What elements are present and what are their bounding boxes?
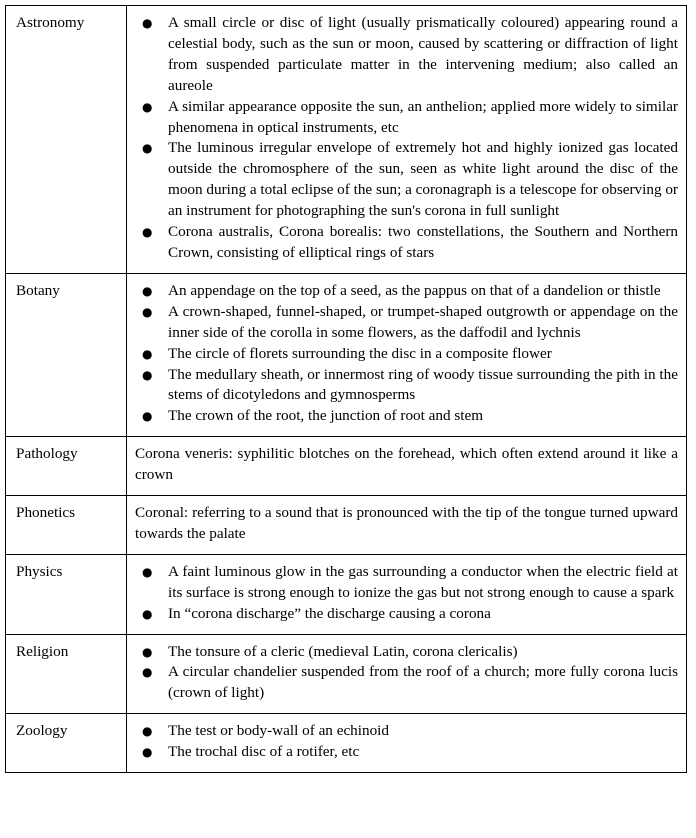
- field-label-phonetics: Phonetics: [6, 496, 127, 555]
- list-item: ● The circle of florets surrounding the disc in a composite flower: [135, 344, 678, 365]
- bullet-list: [135, 562, 678, 625]
- list-item: ● An appendage on the top of a seed, as the pappus on that of a dandelion or thistle: [135, 281, 678, 302]
- definitions-table: [5, 5, 687, 773]
- table-row: [6, 496, 687, 555]
- definition-cell: [127, 714, 687, 773]
- list-item: ● A crown-shaped, funnel-shaped, or trumpet-shaped outgrowth or appendage on the inner side of the corolla in some flowers, as the daffodil and lychnis: [135, 302, 678, 344]
- bullet-list: [135, 13, 678, 264]
- table-row: [6, 6, 687, 274]
- list-item: ● The test or body-wall of an echinoid: [135, 721, 678, 742]
- definition-cell: [127, 554, 687, 634]
- definition-cell: [127, 273, 687, 436]
- list-item: ● A faint luminous glow in the gas surrounding a conductor when the electric field at its surface is strong enough to ionize the gas but not strong enough to cause a spark: [135, 562, 678, 604]
- table-row: [6, 714, 687, 773]
- list-item: ● A similar appearance opposite the sun, an anthelion; applied more widely to similar phenomena in optical instruments, etc: [135, 97, 678, 139]
- field-label-religion: Religion: [6, 634, 127, 714]
- bullet-list: [135, 281, 678, 427]
- definition-cell: [127, 6, 687, 274]
- list-item: ● The medullary sheath, or innermost ring of woody tissue surrounding the pith in the stems of dicotyledons and gymnosperms: [135, 365, 678, 407]
- table-row: [6, 634, 687, 714]
- list-item: ● The crown of the root, the junction of root and stem: [135, 406, 678, 427]
- list-item: ● The luminous irregular envelope of extremely hot and highly ionized gas located outside the chromosphere of the sun, seen as white light around the disc of the moon during a total eclipse of the sun; a coronagraph is a telescope for observing or an instrument for photographing the sun's corona in full sunlight: [135, 138, 678, 222]
- definition-cell: [127, 634, 687, 714]
- list-item: ● The trochal disc of a rotifer, etc: [135, 742, 678, 763]
- table-row: [6, 437, 687, 496]
- field-label-pathology: Pathology: [6, 437, 127, 496]
- list-item: ● The tonsure of a cleric (medieval Latin, corona clericalis): [135, 642, 678, 663]
- field-label-physics: Physics: [6, 554, 127, 634]
- list-item: ● A circular chandelier suspended from the roof of a church; more fully corona lucis (crown of light): [135, 662, 678, 704]
- table-row: [6, 554, 687, 634]
- definition-text: Coronal: referring to a sound that is pronounced with the tip of the tongue turned upward towards the palate: [135, 504, 678, 542]
- field-label-astronomy: Astronomy: [6, 6, 127, 274]
- list-item: ● Corona australis, Corona borealis: two constellations, the Southern and Northern Crown, consisting of elliptical rings of stars: [135, 222, 678, 264]
- definition-cell: [127, 437, 687, 496]
- definition-cell: [127, 496, 687, 555]
- list-item: ● A small circle or disc of light (usually prismatically coloured) appearing round a celestial body, such as the sun or moon, caused by scattering or diffraction of light from suspended particulate matter in the intervening medium; also called an aureole: [135, 13, 678, 97]
- field-label-zoology: Zoology: [6, 714, 127, 773]
- table-row: [6, 273, 687, 436]
- field-label-botany: Botany: [6, 273, 127, 436]
- bullet-list: [135, 721, 678, 763]
- list-item: ● In “corona discharge” the discharge causing a corona: [135, 604, 678, 625]
- bullet-list: [135, 642, 678, 705]
- definition-text: Corona veneris: syphilitic blotches on the forehead, which often extend around it like a crown: [135, 445, 678, 484]
